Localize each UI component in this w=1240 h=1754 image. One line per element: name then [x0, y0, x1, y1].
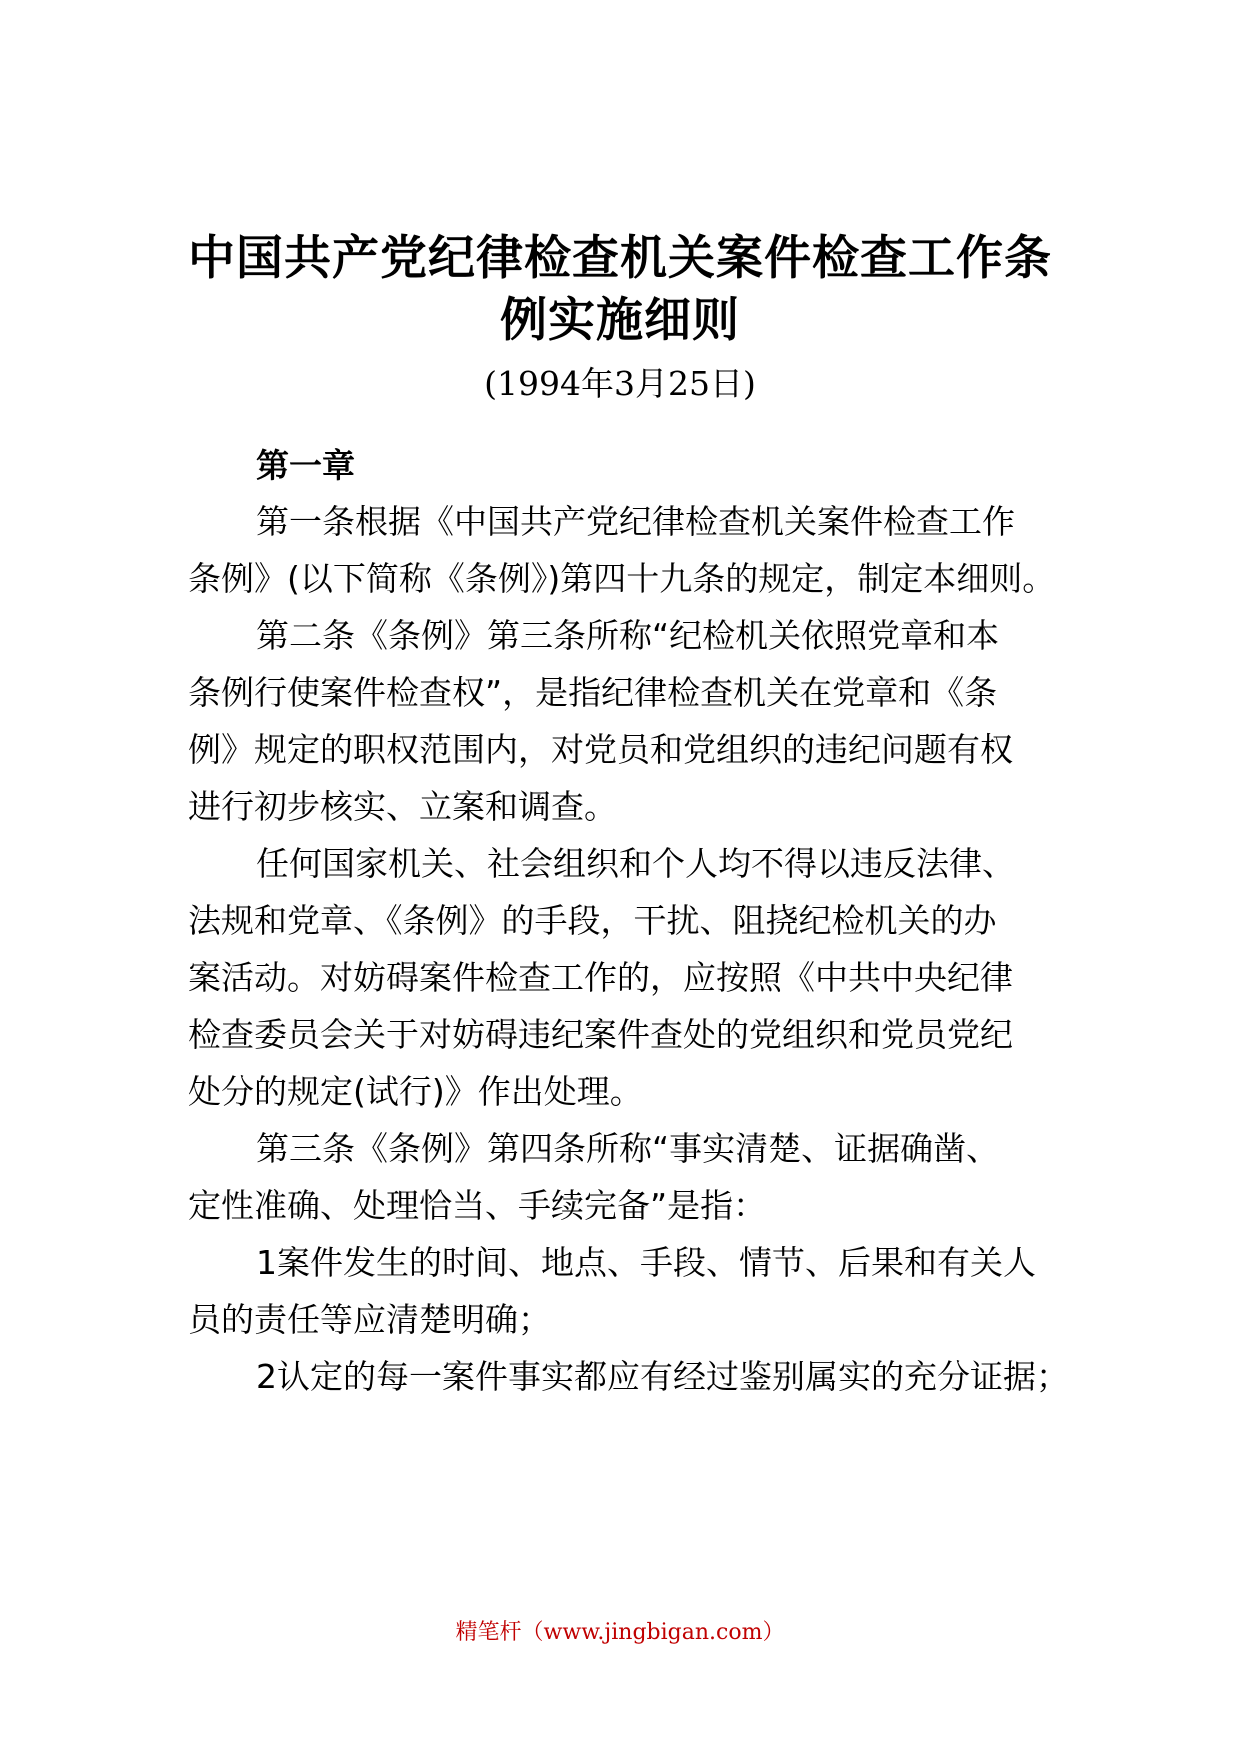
body-line: 1案件发生的时间、地点、手段、情节、后果和有关人 — [256, 1243, 1036, 1282]
body-line: 第三条《条例》第四条所称“事实清楚、证据确凿、 — [256, 1129, 1000, 1168]
body-line: 进行初步核实、立案和调查。 — [188, 787, 617, 826]
body-line: 案活动。对妨碍案件检查工作的，应按照《中共中央纪律 — [188, 958, 1013, 997]
document-title-line-2: 例实施细则 — [500, 293, 740, 348]
chapter-heading: 第一章 — [256, 446, 355, 485]
body-line: 任何国家机关、社会组织和个人均不得以违反法律、 — [256, 844, 1015, 883]
document-title-line-1: 中国共产党纪律检查机关案件检查工作条 — [188, 231, 1052, 286]
body-line: 处分的规定(试行)》作出处理。 — [188, 1072, 643, 1111]
body-line: 定性准确、处理恰当、手续完备”是指： — [188, 1186, 767, 1225]
document-date: (1994年3月25日) — [484, 364, 756, 403]
body-line: 2认定的每一案件事实都应有经过鉴别属实的充分证据； — [256, 1357, 1069, 1396]
body-line: 例》规定的职权范围内，对党员和党组织的违纪问题有权 — [188, 730, 1013, 769]
body-line: 条例行使案件检查权”，是指纪律检查机关在党章和《条 — [188, 673, 998, 712]
footer-watermark: 精笔杆（www.jingbigan.com） — [455, 1620, 785, 1645]
body-line: 法规和党章、《条例》的手段，干扰、阻挠纪检机关的办 — [188, 901, 997, 940]
body-line: 第二条《条例》第三条所称“纪检机关依照党章和本 — [256, 616, 1000, 655]
body-line: 条例》(以下简称《条例》)第四十九条的规定，制定本细则。 — [188, 559, 1056, 598]
body-line: 检查委员会关于对妨碍违纪案件查处的党组织和党员党纪 — [188, 1015, 1013, 1054]
body-line: 第一条根据《中国共产党纪律检查机关案件检查工作 — [256, 502, 1015, 541]
body-line: 员的责任等应清楚明确； — [188, 1300, 551, 1339]
